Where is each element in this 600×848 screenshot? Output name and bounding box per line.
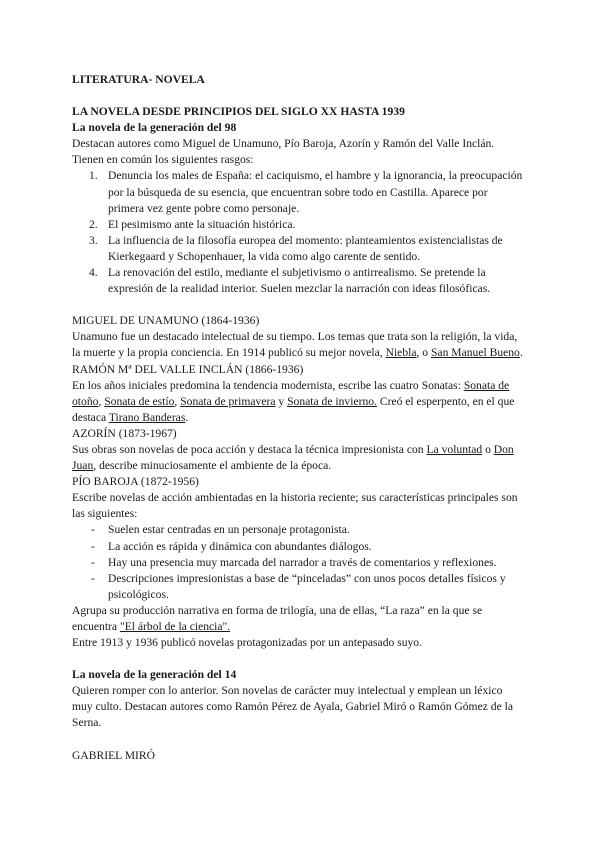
dash-bullet: -: [91, 539, 95, 553]
text-run: Agrupa su producción narrativa en forma de trilogía, una de ellas, “La raza” en la que se encuentra: [72, 603, 483, 633]
work-title: Tirano Banderas: [108, 410, 186, 424]
gen98-intro: Destacan autores como Miguel de Unamuno, Pío Baroja, Azorín y Ramón del Valle Inclán. Tienen en común los siguientes rasgos:: [72, 137, 495, 167]
baroja-intro: Escribe novelas de acción ambientadas en la historia reciente; sus características principales son las siguientes:: [72, 491, 518, 521]
list-item: [72, 555, 524, 571]
author-heading-azorin: AZORÍN (1873-1967): [72, 426, 177, 440]
list-item-text: Denuncia los males de España: el caciquismo, el hambre y la ignorancia, la preocupación por la búsqueda de su esencia, que encuentran sobre todo en Castilla. Aparece por primera vez gente pobre como personaje.: [108, 169, 523, 215]
spacer: [72, 651, 524, 667]
dash-bullet: -: [91, 571, 95, 585]
text-run: Sus obras son novelas de poca acción y destaca la técnica impresionista con: [72, 442, 427, 456]
text-run: Unamuno fue un destacado intelectual de su tiempo. Los temas que trata son la religión, la vida, la muerte y la propia conciencia. En 1914 publicó su mejor novela,: [72, 330, 518, 360]
work-title: San Manuel Bueno: [430, 346, 520, 360]
author-heading-baroja: PÍO BAROJA (1872-1956): [72, 475, 199, 489]
text-run: ,: [174, 394, 181, 408]
list-item: [72, 539, 524, 555]
text-run: .: [519, 346, 523, 360]
text-run: o: [482, 442, 494, 456]
list-item-text: Suelen estar centradas en un personaje protagonista.: [108, 523, 350, 537]
list-item-text: La renovación del estilo, mediante el subjetivismo o antirrealismo. Se pretende la expresión de la realidad interior. Suelen mezclar la narración con ideas filosóficas.: [108, 266, 491, 296]
list-item-text: El pesimismo ante la situación histórica.: [108, 217, 296, 231]
list-number: 3.: [89, 233, 98, 247]
baroja-list: [72, 522, 524, 602]
unamuno-paragraph: [72, 329, 524, 361]
author-heading-miro: GABRIEL MIRÓ: [72, 748, 155, 762]
work-title: Sonata de otoño: [72, 378, 510, 408]
text-run: En los años iniciales predomina la tendencia modernista, escribe las cuatro Sonatas:: [72, 378, 464, 392]
gen98-list: [72, 168, 524, 297]
text-run: ,: [98, 394, 105, 408]
list-item: [72, 522, 524, 538]
section-heading-gen98: La novela de la generación del 98: [72, 121, 237, 135]
valle-paragraph: [72, 378, 524, 426]
dash-bullet: -: [91, 523, 95, 537]
text-run: , o: [416, 346, 431, 360]
list-item-text: La influencia de la filosofía europea del momento: planteamientos existencialistas de Kierkegaard y Schopenhauer, la vida como algo carente de sentido.: [108, 233, 503, 263]
gen14-paragraph: Quieren romper con lo anterior. Son novelas de carácter muy intelectual y emplean un léxico muy culto. Destacan autores como Ramón Pérez de Ayala, Gabriel Miró o Ramón Gómez de la Serna.: [72, 684, 513, 730]
azorin-paragraph: [72, 442, 524, 474]
spacer: [72, 297, 524, 313]
baroja-trilogy: [72, 603, 524, 635]
text-run: , describe minuciosamente el ambiente de la época.: [93, 459, 332, 473]
list-item: [72, 168, 524, 216]
work-title: Niebla: [385, 346, 417, 360]
work-title: "El árbol de la ciencia".: [119, 620, 231, 633]
section-heading-gen14: La novela de la generación del 14: [72, 668, 237, 682]
list-item: [72, 217, 524, 233]
list-item: [72, 571, 524, 603]
list-number: 1.: [89, 169, 98, 183]
work-title: La voluntad: [426, 442, 483, 456]
spacer: [72, 732, 524, 748]
text-run: y: [275, 394, 288, 408]
document-content: [72, 72, 524, 764]
work-title: Sonata de primavera: [180, 394, 276, 408]
list-item-text: Hay una presencia muy marcada del narrador a través de comentarios y reflexiones.: [108, 555, 497, 569]
list-item-text: Descripciones impresionistas a base de “pinceladas” con unos pocos detalles físicos y psicológicos.: [108, 571, 506, 601]
list-item: [72, 265, 524, 297]
text-run: .: [185, 410, 189, 424]
author-heading-valle: RAMÓN Mª DEL VALLE INCLÁN (1866-1936): [72, 362, 304, 376]
author-heading-unamuno: MIGUEL DE UNAMUNO (1864-1936): [72, 314, 260, 328]
document-title: LITERATURA- NOVELA: [72, 73, 205, 86]
spacer: [72, 88, 524, 104]
work-title: Don Juan: [72, 442, 514, 473]
work-title: Sonata de estío: [104, 394, 175, 408]
list-item: [72, 233, 524, 265]
dash-bullet: -: [91, 555, 95, 569]
baroja-closing: Entre 1913 y 1936 publicó novelas protagonizadas por un antepasado suyo.: [72, 636, 422, 650]
main-heading: LA NOVELA DESDE PRINCIPIOS DEL SIGLO XX HASTA 1939: [72, 105, 405, 119]
list-number: 2.: [89, 217, 98, 231]
work-title: Sonata de invierno.: [287, 394, 377, 408]
list-number: 4.: [89, 266, 98, 280]
text-run: Creó el esperpento, en el que destaca: [72, 394, 515, 424]
list-item-text: La acción es rápida y dinámica con abundantes diálogos.: [108, 539, 372, 553]
